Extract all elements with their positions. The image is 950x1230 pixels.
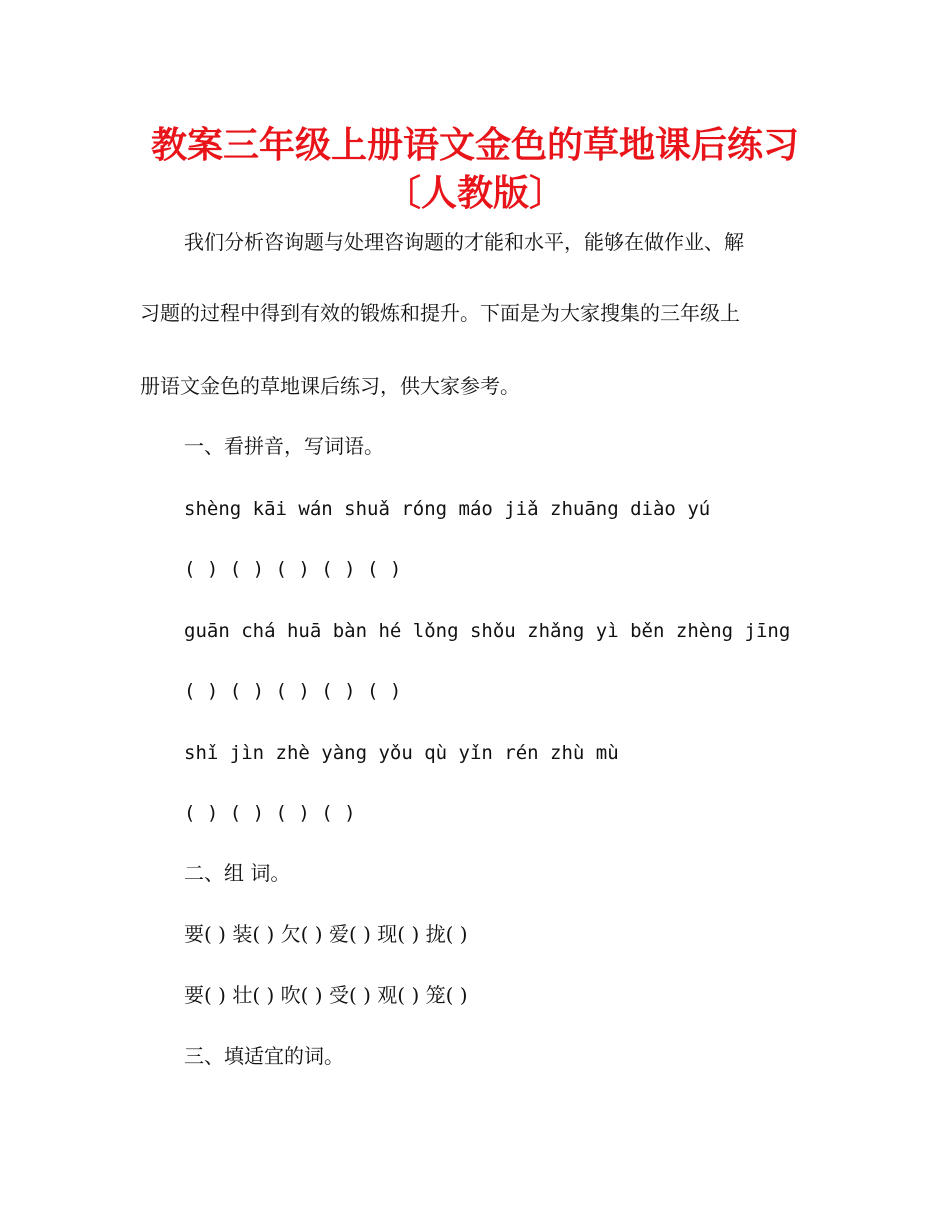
blanks-row-1: ( ) ( ) ( ) ( ) ( ): [184, 558, 402, 580]
document-title-line1: 教案三年级上册语文金色的草地课后练习: [150, 125, 799, 166]
section2-heading: 二、组 词。: [184, 861, 291, 885]
intro-paragraph-line2: 习题的过程中得到有效的锻炼和提升。下面是为大家搜集的三年级上: [140, 301, 740, 325]
word-group-row-2: 要( ) 壮( ) 吹( ) 受( ) 观( ) 笼( ): [184, 983, 468, 1007]
document-title-line2: 〔人教版〕: [384, 173, 565, 214]
blanks-row-3: ( ) ( ) ( ) ( ): [184, 802, 356, 824]
pinyin-row-3: shǐ jìn zhè yàng yǒu qù yǐn rén zhù mù: [184, 742, 619, 764]
word-group-row-1: 要( ) 装( ) 欠( ) 爱( ) 现( ) 拢( ): [184, 922, 468, 946]
section3-heading: 三、填适宜的词。: [184, 1044, 344, 1068]
pinyin-row-2: guān chá huā bàn hé lǒng shǒu zhǎng yì běn zhèng jīng: [184, 620, 791, 642]
intro-paragraph-line3: 册语文金色的草地课后练习，供大家参考。: [140, 374, 520, 398]
section1-heading: 一、看拼音，写词语。: [184, 434, 384, 458]
intro-paragraph-line1: 我们分析咨询题与处理咨询题的才能和水平，能够在做作业、解: [184, 230, 744, 254]
blanks-row-2: ( ) ( ) ( ) ( ) ( ): [184, 680, 402, 702]
pinyin-row-1: shèng kāi wán shuǎ róng máo jiǎ zhuāng diào yú: [184, 498, 711, 520]
